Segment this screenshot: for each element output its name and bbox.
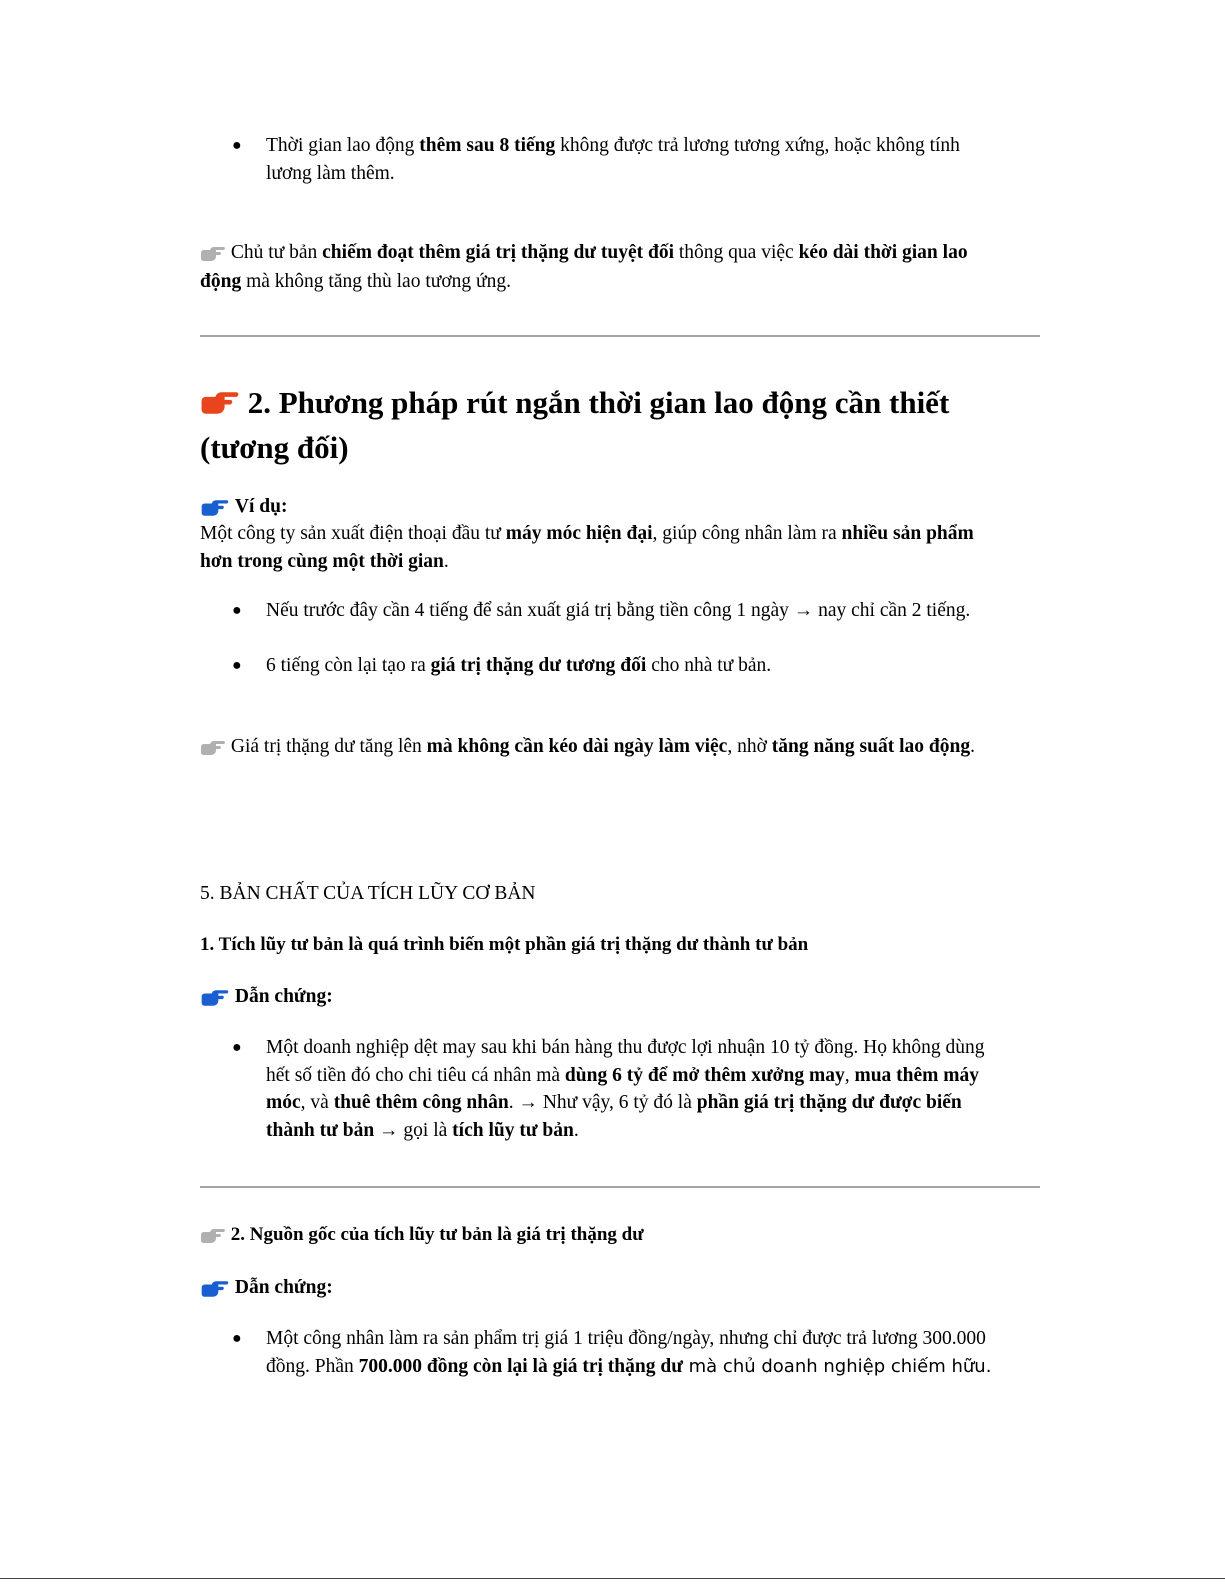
bullet-dot: ● <box>232 1039 242 1056</box>
point-heading: 1. Tích lũy tư bản là quá trình biến một phần giá trị thặng dư thành tư bản <box>200 934 809 955</box>
pointing-hand-icon <box>200 389 240 417</box>
pointing-hand-icon <box>200 245 226 263</box>
example-label: Ví dụ: <box>200 494 287 520</box>
evidence-label: Dẫn chứng: <box>200 984 333 1010</box>
section-title: 5. BẢN CHẤT CỦA TÍCH LŨY CƠ BẢN <box>200 883 536 904</box>
bullet-dot: ● <box>232 657 242 674</box>
list-item-text: Nếu trước đây cần 4 tiếng để sản xuất giá trị bằng tiền công 1 ngày → nay chỉ cần 2 tiếng. <box>266 600 971 621</box>
bullet-dot: ● <box>232 137 242 154</box>
list-item-text: 6 tiếng còn lại tạo ra giá trị thặng dư tương đối cho nhà tư bản. <box>266 655 772 676</box>
pointing-hand-icon <box>200 988 230 1008</box>
list-item-text: Thời gian lao động thêm sau 8 tiếng không được trả lương tương xứng, hoặc không tính lương làm thêm. <box>266 135 960 184</box>
pointing-hand-icon <box>200 498 230 518</box>
pointing-hand-icon <box>200 1279 230 1299</box>
list-item-text: Một công nhân làm ra sản phẩm trị giá 1 triệu đồng/ngày, nhưng chỉ được trả lương 300.000 đồng. Phần 700.000 đồng còn lại là giá trị thặng dư mà chủ doanh nghiệp chiếm hữu. <box>266 1328 992 1377</box>
page-bottom-border <box>0 1578 1225 1579</box>
pointing-hand-icon <box>200 1227 226 1245</box>
pointing-hand-icon <box>200 739 226 757</box>
conclusion-paragraph: Giá trị thặng dư tăng lên mà không cần kéo dài ngày làm việc, nhờ tăng năng suất lao động. <box>200 732 1030 761</box>
conclusion-paragraph: Chủ tư bản chiếm đoạt thêm giá trị thặng dư tuyệt đối thông qua việc kéo dài thời gian lao động mà không tăng thù lao tương ứng. <box>200 242 968 292</box>
evidence-label: Dẫn chứng: <box>200 1275 333 1301</box>
point-heading: 2. Nguồn gốc của tích lũy tư bản là giá trị thặng dư <box>200 1221 644 1249</box>
bullet-dot: ● <box>232 1330 242 1347</box>
bullet-dot: ● <box>232 602 242 619</box>
example-paragraph: Một công ty sản xuất điện thoại đầu tư máy móc hiện đại, giúp công nhân làm ra nhiều sản phẩm hơn trong cùng một thời gian. <box>200 523 974 572</box>
horizontal-divider <box>200 1186 1040 1188</box>
list-item-text: Một doanh nghiệp dệt may sau khi bán hàng thu được lợi nhuận 10 tỷ đồng. Họ không dùng hết số tiền đó cho chi tiêu cá nhân mà dùng 6 tỷ để mở thêm xưởng may, mua thêm máy móc, và thuê thêm công nhân. → Như vậy, 6 tỷ đó là phần giá trị thặng dư được biến thành tư bản → gọi là tích lũy tư bản. <box>266 1037 985 1141</box>
horizontal-divider <box>200 335 1040 337</box>
section-heading: 2. Phương pháp rút ngắn thời gian lao động cần thiết (tương đối) <box>200 385 950 465</box>
